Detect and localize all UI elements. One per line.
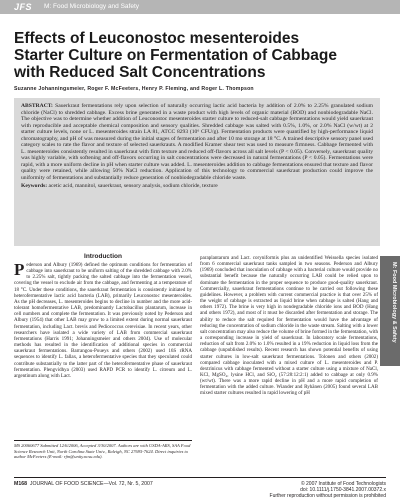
keywords-paragraph (21, 183, 373, 190)
article-title: Effects of Leuconostoc mesenteroides Starter Culture on Fermentation of Cabbage with Reduced Salt Concentrations (14, 30, 337, 81)
article-footnote: MS 20060677 Submitted 12/6/2006, Accepted 3/30/2007. Authors are with USDA-ARS, SAA Food Science Research Unit, North Carolina State Univ., Raleigh, NC 27695-7624. Direct inquiries to author McFeeters (E-mail: rfm@unity.ncsu.edu). (14, 440, 192, 460)
body-column-right (200, 255, 378, 397)
abstract-paragraph (21, 103, 373, 182)
journal-logo: JFS (14, 2, 33, 12)
reproduction-note: Further reproduction without permission is prohibited (269, 493, 386, 499)
body-text-left: ederson and Albury (1969) defined the optimum conditions for fermentation of cabbage into sauerkraut to be uniform salting of the shredded cabbage with 2.0% to 2.25% salt, tightly packing the salted cabbage into the fermentation vessel, covering the vessel to exclude air from the cabbage, and fermenting at a temperature of 18 °C. Under these conditions, the sauerkraut fermentation is consistently initiated by heterofermentative lactic acid bacteria (LAB), primarily Leuconostoc mesenteroides. As the pH decreases, L. mesenteroides begins to decline in number and the more acid-tolerant homofermentative LAB, predominantly Lactobacillus plantarum, increase in cell numbers and complete the fermentation. It was previously noted by Pederson and Albury (1954) that other LAB may grow to a limited extent during normal sauerkraut fermentation, including Lact. brevis and Pediococcus cerevisiae. In recent years, other researchers have isolated a wide variety of LAB from commercial sauerkraut fermentations (Harris 1991; Johanningsmeier and others 2004). Use of molecular methods has resulted in the identification of additional species in commercial sauerkraut fermentations. Barrangou-Poueys and others (2002) used 16S rRNA sequences to identify L. fallax, a heterofermentative species that they speculated could contribute substantially to the latter part of the heterofermentative phase of sauerkraut fermentation. Plengvidhya (2003) used RAPD PCR to identify L. citreum and L. argentinum along with Lact. (14, 262, 192, 379)
author-list: Suzanne Johanningsmeier, Roger F. McFeeters, Henry P. Fleming, and Roger L. Thompson (14, 86, 254, 92)
doi: doi: 10.1111/j.1750-3841.2007.00372.x (300, 487, 386, 493)
keywords-text: acetic acid, mannitol, sauerkraut, sensory analysis, sodium chloride, texture (48, 182, 218, 189)
body-column-left (14, 262, 192, 379)
footer-right (262, 481, 386, 499)
abstract-text: Sauerkraut fermentations rely upon selection of naturally occurring lactic acid bacteria by addition of 2.0% to 2.25% granulated sodium chloride (NaCl) to shredded cabbage. Excess brine generated in a waste product with high levels of organic material (BOD) and nonbiodegradable NaCl. The objective was to determine whether addition of Leuconostoc mesenteroides starter culture to reduced-salt cabbage fermentations would yield sauerkraut with reproducible and acceptable chemical composition and sensory qualities. Shredded cabbage was salted with 0.5%, 1.0%, or 2.0% NaCl (w/wt) at 2 starter culture levels, none or L. mesenteroides strain LA 81, ATCC 8293 (10⁶ CFU/g). Fermentation products were quantified by high-performance liquid chromatography, and pH of was measured during the initial stages of fermentation and after 10 mo storage at 18 °C. A trained descriptive sensory panel used category scales to rate the flavor and texture of selected sauerkrauts. A modified Kramer shear test was used to measure firmness. Cabbage fermented with L. mesenteroides consistently resulted in sauerkraut with firm texture and reduced off-flavors across all salt levels (P < 0.05). Conversely, sauerkraut quality was highly variable, with softening and off-flavors occurring in salt concentrations were decreased in natural fermentations (P < 0.05). Fermentations were rapid, with a more uniform decline in pH when starter culture was added. L. mesenteroides addition to cabbage fermentations ensured that texture and flavor quality were retained, while allowing 50% NaCl reduction. Application of this technology to commercial sauerkraut production could improve the uniformity of fermentations and substantially reduce generation of nonbiodegradable chloride waste. (21, 103, 373, 182)
footer-left (14, 481, 153, 487)
section-label: M: Food Microbiology and Safety (44, 3, 140, 10)
footer-divider (14, 477, 386, 478)
copyright: © 2007 Institute of Food Technologists (300, 481, 386, 487)
abstract-box (14, 98, 380, 246)
page-number: M168 (14, 481, 27, 487)
side-tab-label: M: Food Microbiology & Safety (391, 262, 397, 343)
journal-citation: JOURNAL OF FOOD SCIENCE—Vol. 72, Nr. 5, 2007 (29, 481, 153, 487)
abstract-label: ABSTRACT: (21, 103, 53, 109)
section-heading-introduction: Introduction (84, 253, 122, 260)
body-text-right: paraplantarum and Lact. coryniformis plus an unidentified Weissella species isolated from 6 commercial sauerkraut tanks sampled in two seasons. Pederson and Albury (1969) concluded that inoculation of cabbage with a bacterial culture would provide no substantial benefit because the naturally occurring LAB could be relied upon to dominate the fermentation in the proper sequence to produce good-quality sauerkraut. Commercially, sauerkraut fermentations continue to be carried out following these guidelines. However, a problem with current commercial practice is that over 25% of the weight of cabbage is extracted as liquid brine when cabbage is salted (Hang and others 1972). The brine is very high in nondegradable chloride ions and BOD (Hang and others 1972), and most of it must be discarded after fermentation and storage. The ability to reduce the salt required for fermentation would have the advantage of reducing the concentration of sodium chloride in the waste stream. Salting with a lower salt concentration may also reduce the volume of brine formed in the fermentation, with a corresponding increase in yield of sauerkraut. In laboratory scale fermentations, reduction of salt from 2.0% to 1.0% resulted in a 19% reduction in liquid loss from the cabbage (unpublished results). Recent research has shown potential benefits of using starter cultures in low-salt sauerkraut fermentations. Tolonen and others (2002) compared cabbage inoculated with a mixed culture of L. mesenteroides and P. dextrinicus with cabbage fermented without a starter culture using a mixture of NaCl, KCl, MgSO₄, lysine HCl, and SiO₂ (57:28:12:2:1) added to cabbage at only 0.9% (wt/wt). There was a more rapid decline in pH and a more rapid completion of fermentation with the added culture. Wiander and Ryhänen (2005) found several LAB mixed starter cultures resulted in rapid lowering of pH (200, 255, 378, 397)
keywords-label: Keywords: (21, 182, 48, 189)
drop-cap: P (14, 260, 25, 279)
